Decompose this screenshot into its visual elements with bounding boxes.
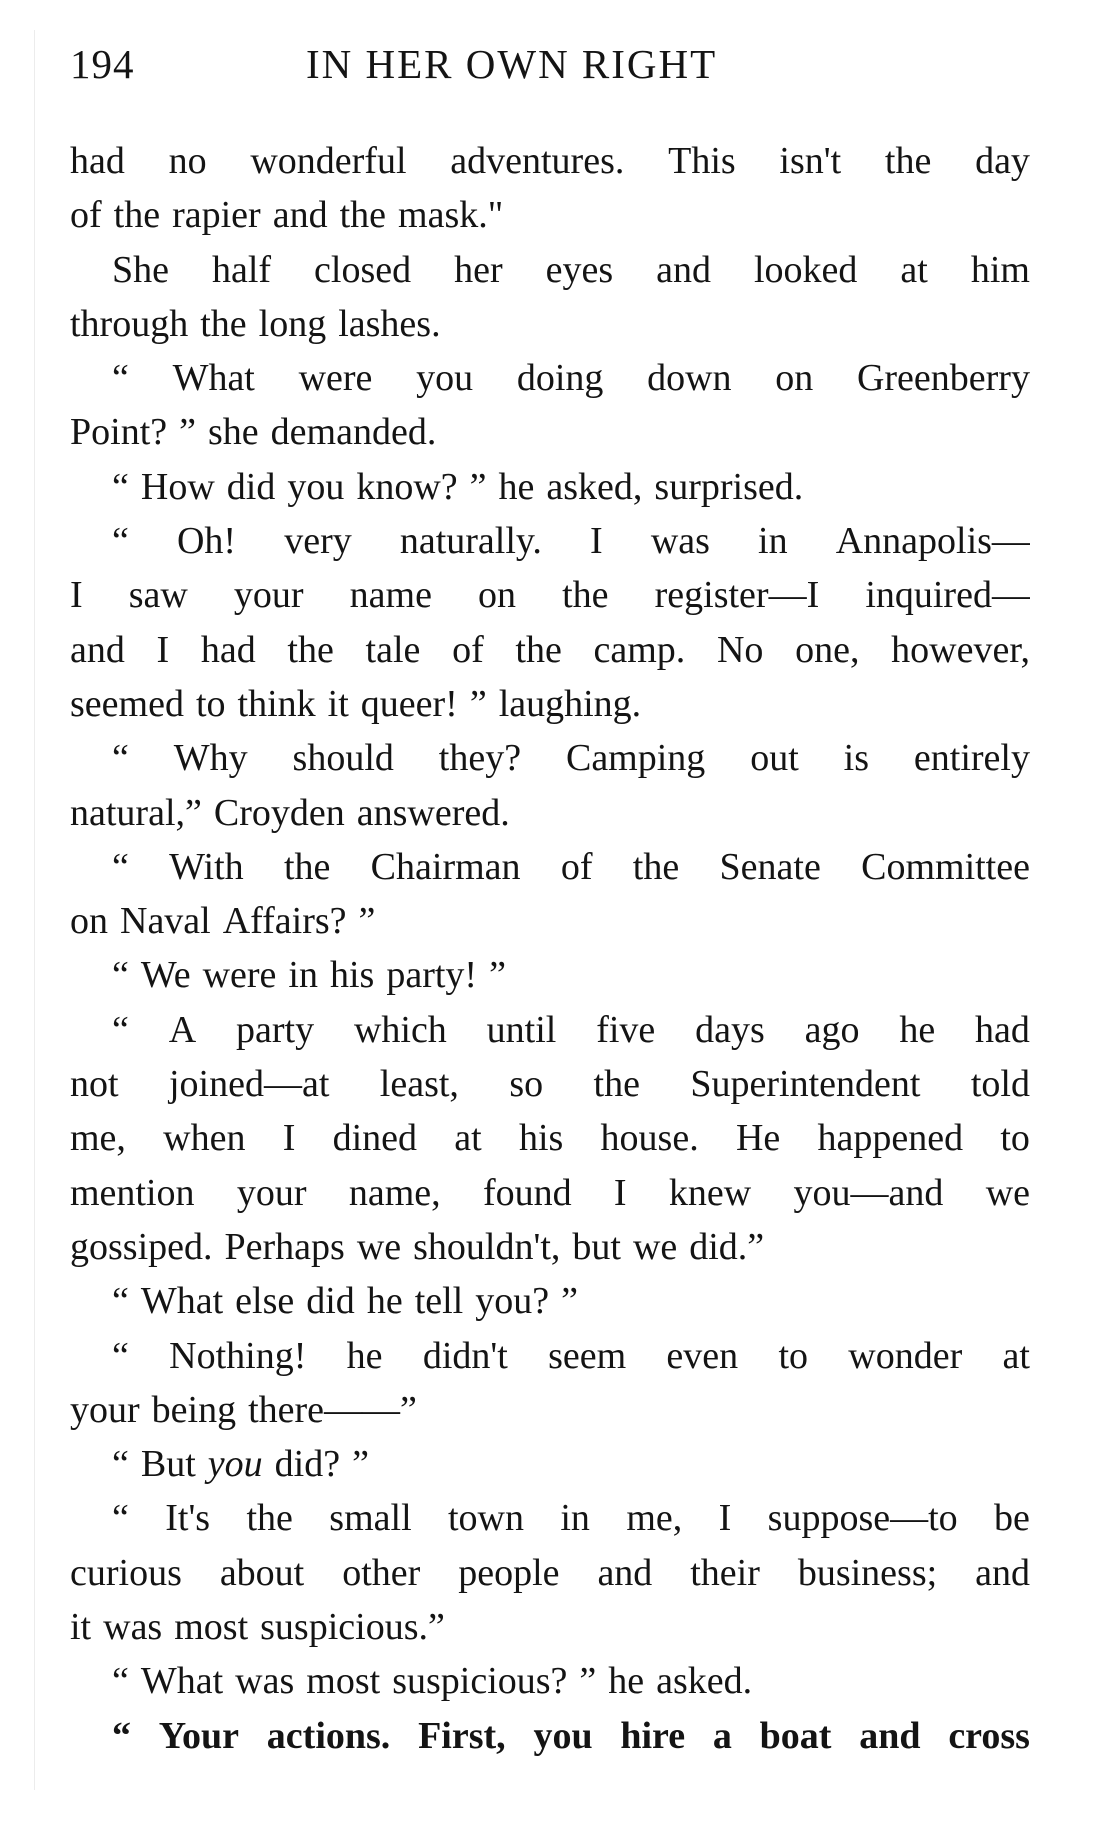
word: I (156, 628, 170, 671)
word: What (140, 1660, 224, 1703)
word: I (613, 1171, 627, 1214)
text-line (70, 1111, 1030, 1165)
body-text (70, 134, 1030, 1763)
word: on (70, 900, 108, 943)
word: party! (386, 954, 478, 997)
text-line (70, 786, 1030, 840)
word: camp. (593, 628, 686, 671)
word: Why (173, 737, 248, 780)
word: tale (365, 628, 421, 671)
word: mask." (398, 194, 504, 237)
word: it (70, 1606, 92, 1649)
word: seemed (70, 682, 184, 725)
word: out (750, 737, 799, 780)
word: down (647, 357, 732, 400)
word: ” (469, 682, 487, 725)
word: was (650, 520, 710, 563)
word: your (233, 574, 304, 617)
word: me, (626, 1497, 683, 1540)
word: adventures. (450, 140, 625, 182)
word: wonder (848, 1334, 963, 1377)
running-title: IN HER OWN RIGHT (306, 41, 718, 87)
word: he (498, 465, 535, 508)
word: boat (759, 1714, 832, 1757)
word: mention (70, 1171, 195, 1214)
word: we (356, 1225, 402, 1268)
word: did (306, 1280, 355, 1323)
word: had (975, 1008, 1030, 1051)
word: looked (754, 248, 858, 291)
word: happened (817, 1117, 964, 1160)
word: answered. (356, 791, 510, 834)
word: people (458, 1551, 560, 1594)
word: ” (489, 954, 506, 997)
word: but (572, 1225, 621, 1268)
word: house. (600, 1117, 699, 1160)
word: him (970, 248, 1030, 291)
word: long (258, 302, 327, 345)
word: you (287, 465, 345, 508)
word: even (666, 1334, 739, 1377)
word: “ (112, 1497, 129, 1540)
word: days (695, 1008, 765, 1051)
text-line (70, 1057, 1030, 1111)
word: “ (112, 465, 129, 508)
word: tell (414, 1280, 464, 1323)
word: natural,” (70, 791, 202, 834)
text-line (70, 297, 1030, 351)
word: seem (548, 1334, 627, 1377)
word: day (975, 140, 1030, 182)
word: queer! (360, 682, 458, 725)
word: to (195, 682, 226, 725)
word: he (608, 1660, 645, 1703)
word: ” (561, 1280, 578, 1323)
word: saw (128, 574, 188, 617)
word: lashes. (338, 302, 441, 345)
word: his (329, 954, 375, 997)
word: me, (70, 1117, 126, 1160)
word: think (237, 682, 316, 725)
word: ” (179, 411, 196, 454)
text-line (70, 460, 1030, 514)
word: know? (356, 465, 458, 508)
word: else (235, 1280, 295, 1323)
word: business; (797, 1551, 938, 1594)
word: Committee (861, 845, 1030, 888)
word: didn't (422, 1334, 508, 1377)
word: demanded. (270, 411, 437, 454)
word: of (452, 628, 484, 671)
word: He (735, 1117, 781, 1160)
word: which (353, 1008, 447, 1051)
word: did? (274, 1443, 341, 1486)
text-line (70, 1003, 1030, 1057)
text-line (70, 1546, 1030, 1600)
word: half (211, 248, 272, 291)
word: of (560, 845, 593, 888)
word: should (292, 737, 394, 780)
word: the (562, 574, 609, 617)
word: “ (112, 845, 129, 888)
word: when (163, 1117, 246, 1160)
word: Perhaps (224, 1225, 345, 1268)
word: Senate (719, 845, 821, 888)
word: the (515, 628, 562, 671)
word: ago (804, 1008, 860, 1051)
word: were (298, 357, 373, 400)
word: other (342, 1551, 421, 1594)
text-line (70, 405, 1030, 459)
word: I (718, 1497, 732, 1540)
word: through (70, 302, 189, 345)
word: suspicious.” (260, 1606, 445, 1649)
word: Camping (565, 737, 706, 780)
word: asked. (656, 1660, 753, 1703)
word: Croyden (213, 791, 345, 834)
text-line (70, 188, 1030, 242)
text-line (70, 1709, 1030, 1763)
word: and (859, 1714, 921, 1757)
word: party (236, 1008, 315, 1051)
word: rapier (172, 194, 261, 237)
word: ” (352, 1443, 369, 1486)
word: you (416, 357, 474, 400)
word: the (339, 194, 387, 237)
word: How (140, 465, 215, 508)
word: at (1002, 1334, 1030, 1377)
word: he (366, 1280, 403, 1323)
word: What (140, 1280, 224, 1323)
word: dined (332, 1117, 418, 1160)
word: so (509, 1063, 544, 1106)
text-line (70, 243, 1030, 297)
word: closed (314, 248, 412, 291)
text-line (70, 731, 1030, 785)
page-gutter-edge (34, 30, 35, 1790)
word: did.” (689, 1225, 765, 1268)
word: entirely (913, 737, 1030, 780)
word: register—I (654, 574, 820, 617)
word: surprised. (654, 465, 804, 508)
word: knew (668, 1171, 752, 1214)
word: we (985, 1171, 1030, 1214)
text-line (70, 840, 1030, 894)
word: the (632, 845, 680, 888)
word: had (70, 140, 125, 182)
word: being (151, 1388, 237, 1431)
word: joined—at (168, 1063, 330, 1106)
word: about (219, 1551, 305, 1594)
word: She (112, 248, 169, 291)
word: the (884, 140, 932, 182)
word: This (668, 140, 736, 182)
text-line (70, 1654, 1030, 1708)
word: No (716, 628, 764, 671)
word: the (287, 628, 334, 671)
word: he (899, 1008, 936, 1051)
word: “ (112, 1660, 129, 1703)
word: laughing. (498, 682, 642, 725)
text-line (70, 514, 1030, 568)
word: be (994, 1497, 1030, 1540)
word: “ (112, 954, 129, 997)
word: doing (516, 357, 604, 400)
word: and (272, 194, 328, 237)
word: in (288, 954, 318, 997)
word: a (712, 1714, 732, 1757)
word: had (200, 628, 256, 671)
word: one, (795, 628, 860, 671)
word: I (282, 1117, 296, 1160)
word: shouldn't, (413, 1225, 561, 1268)
word: suppose—to (767, 1497, 958, 1540)
word: “ (112, 520, 129, 563)
word: Naval (120, 900, 211, 943)
word: your (236, 1171, 307, 1214)
word: name (349, 574, 432, 617)
word: asked, (546, 465, 643, 508)
page-header (70, 40, 1030, 90)
word: First, (418, 1714, 506, 1757)
word: not (70, 1063, 119, 1106)
word: told (970, 1063, 1030, 1106)
word: A (168, 1008, 197, 1051)
word: cross (948, 1714, 1030, 1757)
word: We (140, 954, 191, 997)
word: gossiped. (70, 1225, 213, 1268)
text-line (70, 1274, 1030, 1328)
word: and (656, 248, 712, 291)
word: on (775, 357, 814, 400)
text-line (70, 351, 1030, 405)
word: of (70, 194, 102, 237)
word: With (169, 845, 244, 888)
word: “ (112, 737, 129, 780)
word: ” (358, 900, 376, 943)
word: on (478, 574, 517, 617)
text-line (70, 1383, 1030, 1437)
word: actions. (266, 1714, 391, 1757)
word: What (172, 357, 255, 400)
word: her (454, 248, 503, 291)
word: and (975, 1551, 1030, 1594)
word: his (518, 1117, 564, 1160)
word: small (329, 1497, 412, 1540)
word: isn't (779, 140, 842, 182)
word: was (103, 1606, 163, 1649)
word: Annapolis— (835, 520, 1030, 563)
word: Oh! (176, 520, 237, 563)
word: until (486, 1008, 557, 1051)
word: ” (469, 465, 487, 508)
word: most (306, 1660, 381, 1703)
text-line (70, 134, 1030, 188)
text-line (70, 1491, 1030, 1545)
text-line (70, 677, 1030, 731)
word: curious (70, 1551, 182, 1594)
word: “ (112, 1280, 129, 1323)
word: no (168, 140, 207, 182)
word: you (533, 1714, 593, 1757)
word: to (1000, 1117, 1030, 1160)
word: I (590, 520, 603, 563)
word: did (226, 465, 276, 508)
word: was (235, 1660, 295, 1703)
word: town (448, 1497, 524, 1540)
text-line (70, 568, 1030, 622)
text-line (70, 1220, 1030, 1274)
word: eyes (545, 248, 614, 291)
text-line (70, 1600, 1030, 1654)
word: they? (438, 737, 522, 780)
word: Nothing! (169, 1334, 307, 1377)
text-line (70, 623, 1030, 677)
word: Point? (70, 411, 168, 454)
word: at (454, 1117, 482, 1160)
word: you (207, 1443, 263, 1486)
word: in (758, 520, 788, 563)
word: your (70, 1388, 140, 1431)
word: Your (158, 1714, 240, 1757)
word: she (208, 411, 259, 454)
word: ” (579, 1660, 597, 1703)
word: found (482, 1171, 572, 1214)
word: the (593, 1063, 640, 1106)
word: and (597, 1551, 653, 1594)
word: at (900, 248, 928, 291)
word: “ (112, 1714, 131, 1757)
word: to (778, 1334, 808, 1377)
word: But (140, 1443, 196, 1486)
word: hire (620, 1714, 686, 1757)
word: you? (475, 1280, 550, 1323)
word: the (246, 1497, 293, 1540)
word: It's (165, 1497, 211, 1540)
text-line (70, 1437, 1030, 1491)
word: Chairman (370, 845, 521, 888)
word: “ (112, 1334, 129, 1377)
word: Affairs? (222, 900, 347, 943)
word: inquired— (865, 574, 1030, 617)
word: is (843, 737, 869, 780)
word: however, (891, 628, 1030, 671)
word: there——” (248, 1388, 417, 1431)
word: name, (348, 1171, 441, 1214)
page-number: 194 (70, 41, 135, 87)
word: were (202, 954, 277, 997)
word: “ (112, 1443, 129, 1486)
word: he (346, 1334, 383, 1377)
word: least, (379, 1063, 459, 1106)
word: the (113, 194, 161, 237)
word: Superintendent (690, 1063, 921, 1106)
text-line (70, 1329, 1030, 1383)
word: wonderful (250, 140, 407, 182)
text-line (70, 894, 1030, 948)
word: the (283, 845, 331, 888)
word: Greenberry (856, 357, 1030, 400)
word: you—and (793, 1171, 944, 1214)
word: it (327, 682, 349, 725)
word: their (690, 1551, 760, 1594)
word: “ (112, 357, 129, 400)
word: five (596, 1008, 656, 1051)
word: I (70, 574, 83, 617)
word: very (284, 520, 352, 563)
text-line (70, 1166, 1030, 1220)
word: the (200, 302, 247, 345)
word: suspicious? (392, 1660, 568, 1703)
word: “ (112, 1008, 129, 1051)
word: in (560, 1497, 590, 1540)
word: most (174, 1606, 249, 1649)
word: we (632, 1225, 678, 1268)
word: and (70, 628, 125, 671)
text-line (70, 948, 1030, 1002)
word: naturally. (399, 520, 542, 563)
